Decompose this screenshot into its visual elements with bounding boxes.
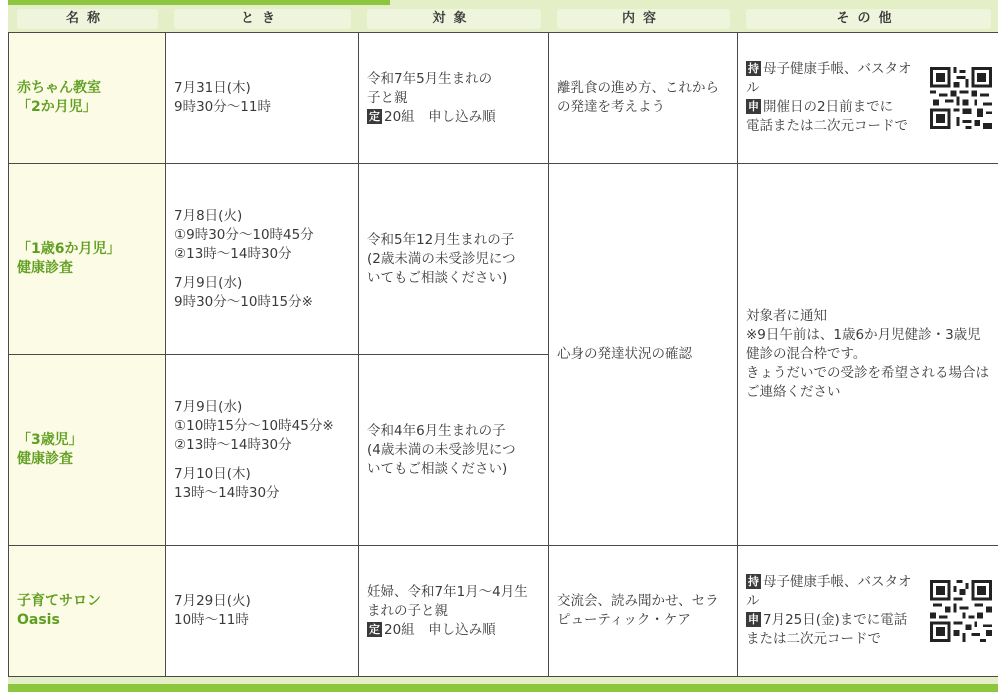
event-when: 7月29日(火) 10時～11時	[166, 546, 359, 677]
merged-content: 心身の発達状況の確認	[549, 164, 738, 546]
bring-badge: 持	[748, 62, 759, 75]
event-target: 令和5年12月生まれの子 (2歳未満の未受診児につ いてもご相談ください)	[359, 164, 549, 355]
header-row	[9, 6, 998, 33]
apply-badge: 申	[748, 100, 759, 113]
event-content: 交流会、読み聞かせ、セラピューティック・ケア	[549, 546, 738, 677]
qr-code-icon[interactable]	[930, 67, 992, 129]
qr-code-icon[interactable]	[930, 580, 992, 642]
event-name: 赤ちゃん教室 「2か月児」	[9, 33, 166, 164]
event-other: 持 母子健康手帳、バスタオル 申 7月25日(金)までに電話 または二次元コードで	[738, 546, 998, 677]
header-target: 対象	[359, 6, 549, 33]
header-other: その他	[738, 6, 998, 33]
apply-badge: 申	[748, 613, 759, 626]
table-row	[9, 546, 998, 677]
top-accent-bar	[8, 0, 390, 5]
header-when: とき	[166, 6, 359, 33]
event-target: 令和7年5月生まれの 子と親 定 20組 申し込み順	[359, 33, 549, 164]
header-content: 内容	[549, 6, 738, 33]
event-target: 令和4年6月生まれの子 (4歳未満の未受診児につ いてもご相談ください)	[359, 355, 549, 546]
event-content: 離乳食の進め方、これからの発達を考えよう	[549, 33, 738, 164]
schedule-table	[8, 6, 998, 677]
event-name: 「3歳児」 健康診査	[9, 355, 166, 546]
bring-badge: 持	[748, 575, 759, 588]
event-when: 7月31日(木) 9時30分～11時	[166, 33, 359, 164]
event-when: 7月8日(火) ①9時30分～10時45分 ②13時～14時30分 7月9日(水) 9時30分～10時15分※	[166, 164, 359, 355]
merged-other: 対象者に通知 ※9日午前は、1歳6か月児健診・3歳児健診の混合枠です。 きょうだいでの受診を希望される場合はご連絡ください	[738, 164, 998, 546]
bottom-accent-bar	[8, 684, 998, 692]
event-name: 子育てサロン Oasis	[9, 546, 166, 677]
table-row	[9, 164, 998, 355]
capacity-badge: 定	[369, 109, 380, 123]
event-when: 7月9日(水) ①10時15分～10時45分※ ②13時～14時30分 7月10日(木) 13時～14時30分	[166, 355, 359, 546]
event-target: 妊婦、令和7年1月～4月生 まれの子と親 定 20組 申し込み順	[359, 546, 549, 677]
event-name: 「1歳6か月児」 健康診査	[9, 164, 166, 355]
header-name: 名称	[9, 6, 166, 33]
capacity-badge: 定	[369, 622, 380, 636]
table-row	[9, 33, 998, 164]
event-other: 持 母子健康手帳、バスタオル 申 開催日の2日前までに 電話または二次元コードで	[738, 33, 998, 164]
